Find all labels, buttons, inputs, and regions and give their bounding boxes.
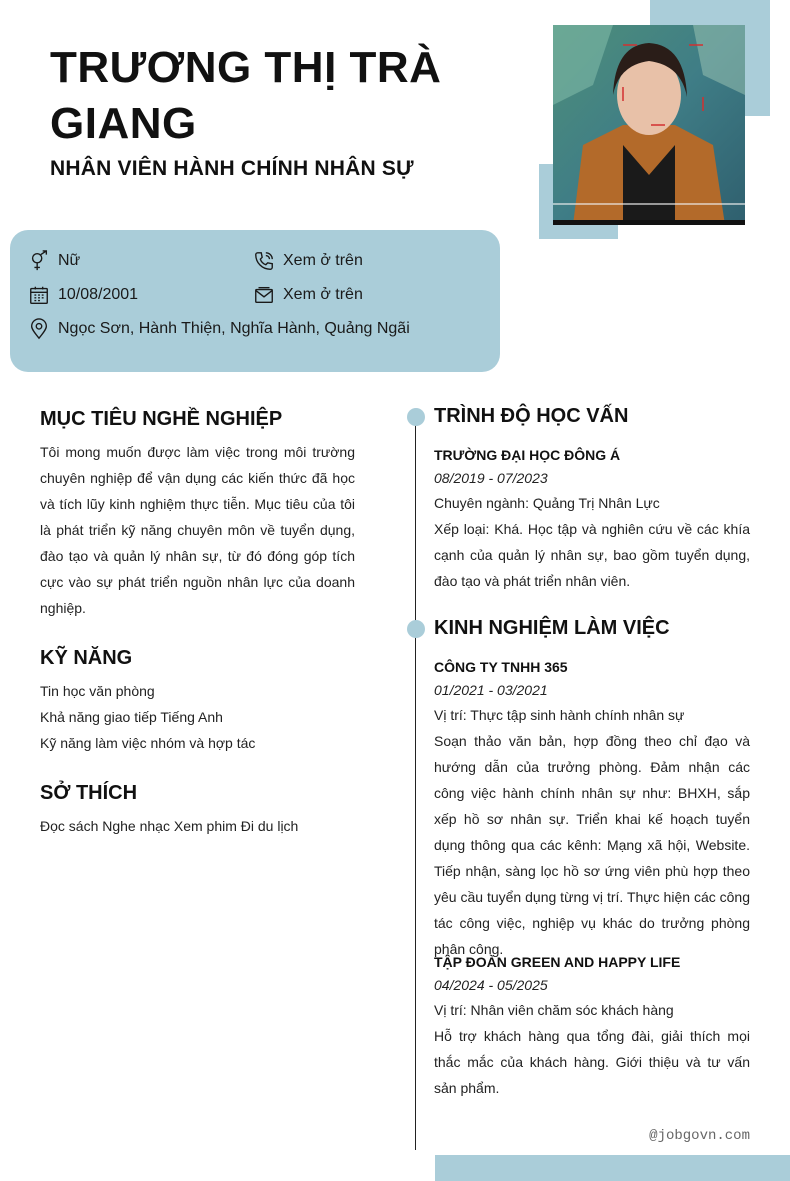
job-position: Vị trí: Thực tập sinh hành chính nhân sự <box>434 707 685 723</box>
phone-value: Xem ở trên <box>283 252 363 269</box>
job-period: 04/2024 - 05/2025 <box>434 977 548 993</box>
timeline-line <box>415 416 416 1150</box>
job-description: Hỗ trợ khách hàng qua tổng đài, giải thích mọi thắc mắc của khách hàng. Giới thiệu và tư vấn sản phẩm. <box>434 1028 750 1096</box>
contact-info-box <box>10 230 500 372</box>
timeline-dot-education <box>407 408 425 426</box>
skills-title: KỸ NĂNG <box>40 647 133 669</box>
email-row <box>253 284 363 306</box>
education-period: 08/2019 - 07/2023 <box>434 470 548 486</box>
hobbies-text: Đọc sách Nghe nhạc Xem phim Đi du lịch <box>40 818 299 834</box>
watermark: @jobgovn.com <box>649 1128 750 1144</box>
birthday-value: 10/08/2001 <box>58 286 139 303</box>
job-title: NHÂN VIÊN HÀNH CHÍNH NHÂN SỰ <box>50 157 414 180</box>
phone-row <box>253 250 363 272</box>
objective-text: Tôi mong muốn được làm việc trong môi trường chuyên nghiệp để vận dụng các kiến thức đã học và tích lũy kinh nghiệm thực tiễn. Mục tiêu của tôi là phát triển kỹ năng chuyên môn về tuyển dụng, đào tạo và quản lý nhân sự, từ đó đóng góp tích cực vào sự phát triển nguồn nhân lực của doanh nghiệp. <box>40 444 355 616</box>
company-name: CÔNG TY TNHH 365 <box>434 659 568 675</box>
gender-icon <box>28 250 50 272</box>
education-title: TRÌNH ĐỘ HỌC VẤN <box>434 405 629 427</box>
gender-row <box>28 250 80 272</box>
profile-photo <box>553 25 745 225</box>
birthday-row <box>28 284 138 306</box>
hobbies-title: SỞ THÍCH <box>40 782 138 804</box>
company-name: TẬP ĐOÀN GREEN AND HAPPY LIFE <box>434 954 681 970</box>
address-row <box>28 318 410 340</box>
education-major: Chuyên ngành: Quảng Trị Nhân Lực <box>434 495 660 511</box>
location-icon <box>28 318 50 340</box>
email-icon <box>253 284 275 306</box>
calendar-icon <box>28 284 50 306</box>
skill-item: Kỹ năng làm việc nhóm và hợp tác <box>40 735 256 751</box>
objective-title: MỤC TIÊU NGHỀ NGHIỆP <box>40 408 283 430</box>
school-name: TRƯỜNG ĐẠI HỌC ĐÔNG Á <box>434 447 621 463</box>
footer-accent-bar <box>435 1155 790 1181</box>
job-period: 01/2021 - 03/2021 <box>434 682 548 698</box>
experience-title: KINH NGHIỆM LÀM VIỆC <box>434 617 670 639</box>
email-value: Xem ở trên <box>283 286 363 303</box>
address-value: Ngọc Sơn, Hành Thiện, Nghĩa Hành, Quảng Ngãi <box>58 320 410 337</box>
job-position: Vị trí: Nhân viên chăm sóc khách hàng <box>434 1002 674 1018</box>
education-detail: Xếp loại: Khá. Học tập và nghiên cứu về các khía cạnh của quản lý nhân sự, bao gồm tuyển dụng, đào tạo và phát triển nhân viên. <box>434 521 750 589</box>
timeline-dot-experience <box>407 620 425 638</box>
job-description: Soạn thảo văn bản, hợp đồng theo chỉ đạo và hướng dẫn của trưởng phòng. Đảm nhận các công việc hành chính nhân sự như: BHXH, sắp xếp hồ sơ nhân sự. Triển khai kế hoạch tuyển dụng thông qua các kênh: Mạng xã hội, Website. Tiếp nhận, sàng lọc hồ sơ ứng viên phù hợp theo yêu cầu tuyển dụng từng vị trí. Thực hiện các công tác công việc, nghiệp vụ khác do trưởng phòng phân công. <box>434 733 750 957</box>
phone-icon <box>253 250 275 272</box>
candidate-name: TRƯƠNG THỊ TRÀ GIANG <box>50 43 442 148</box>
skill-item: Khả năng giao tiếp Tiếng Anh <box>40 709 223 725</box>
skill-item: Tin học văn phòng <box>40 683 155 699</box>
gender-value: Nữ <box>58 252 81 269</box>
